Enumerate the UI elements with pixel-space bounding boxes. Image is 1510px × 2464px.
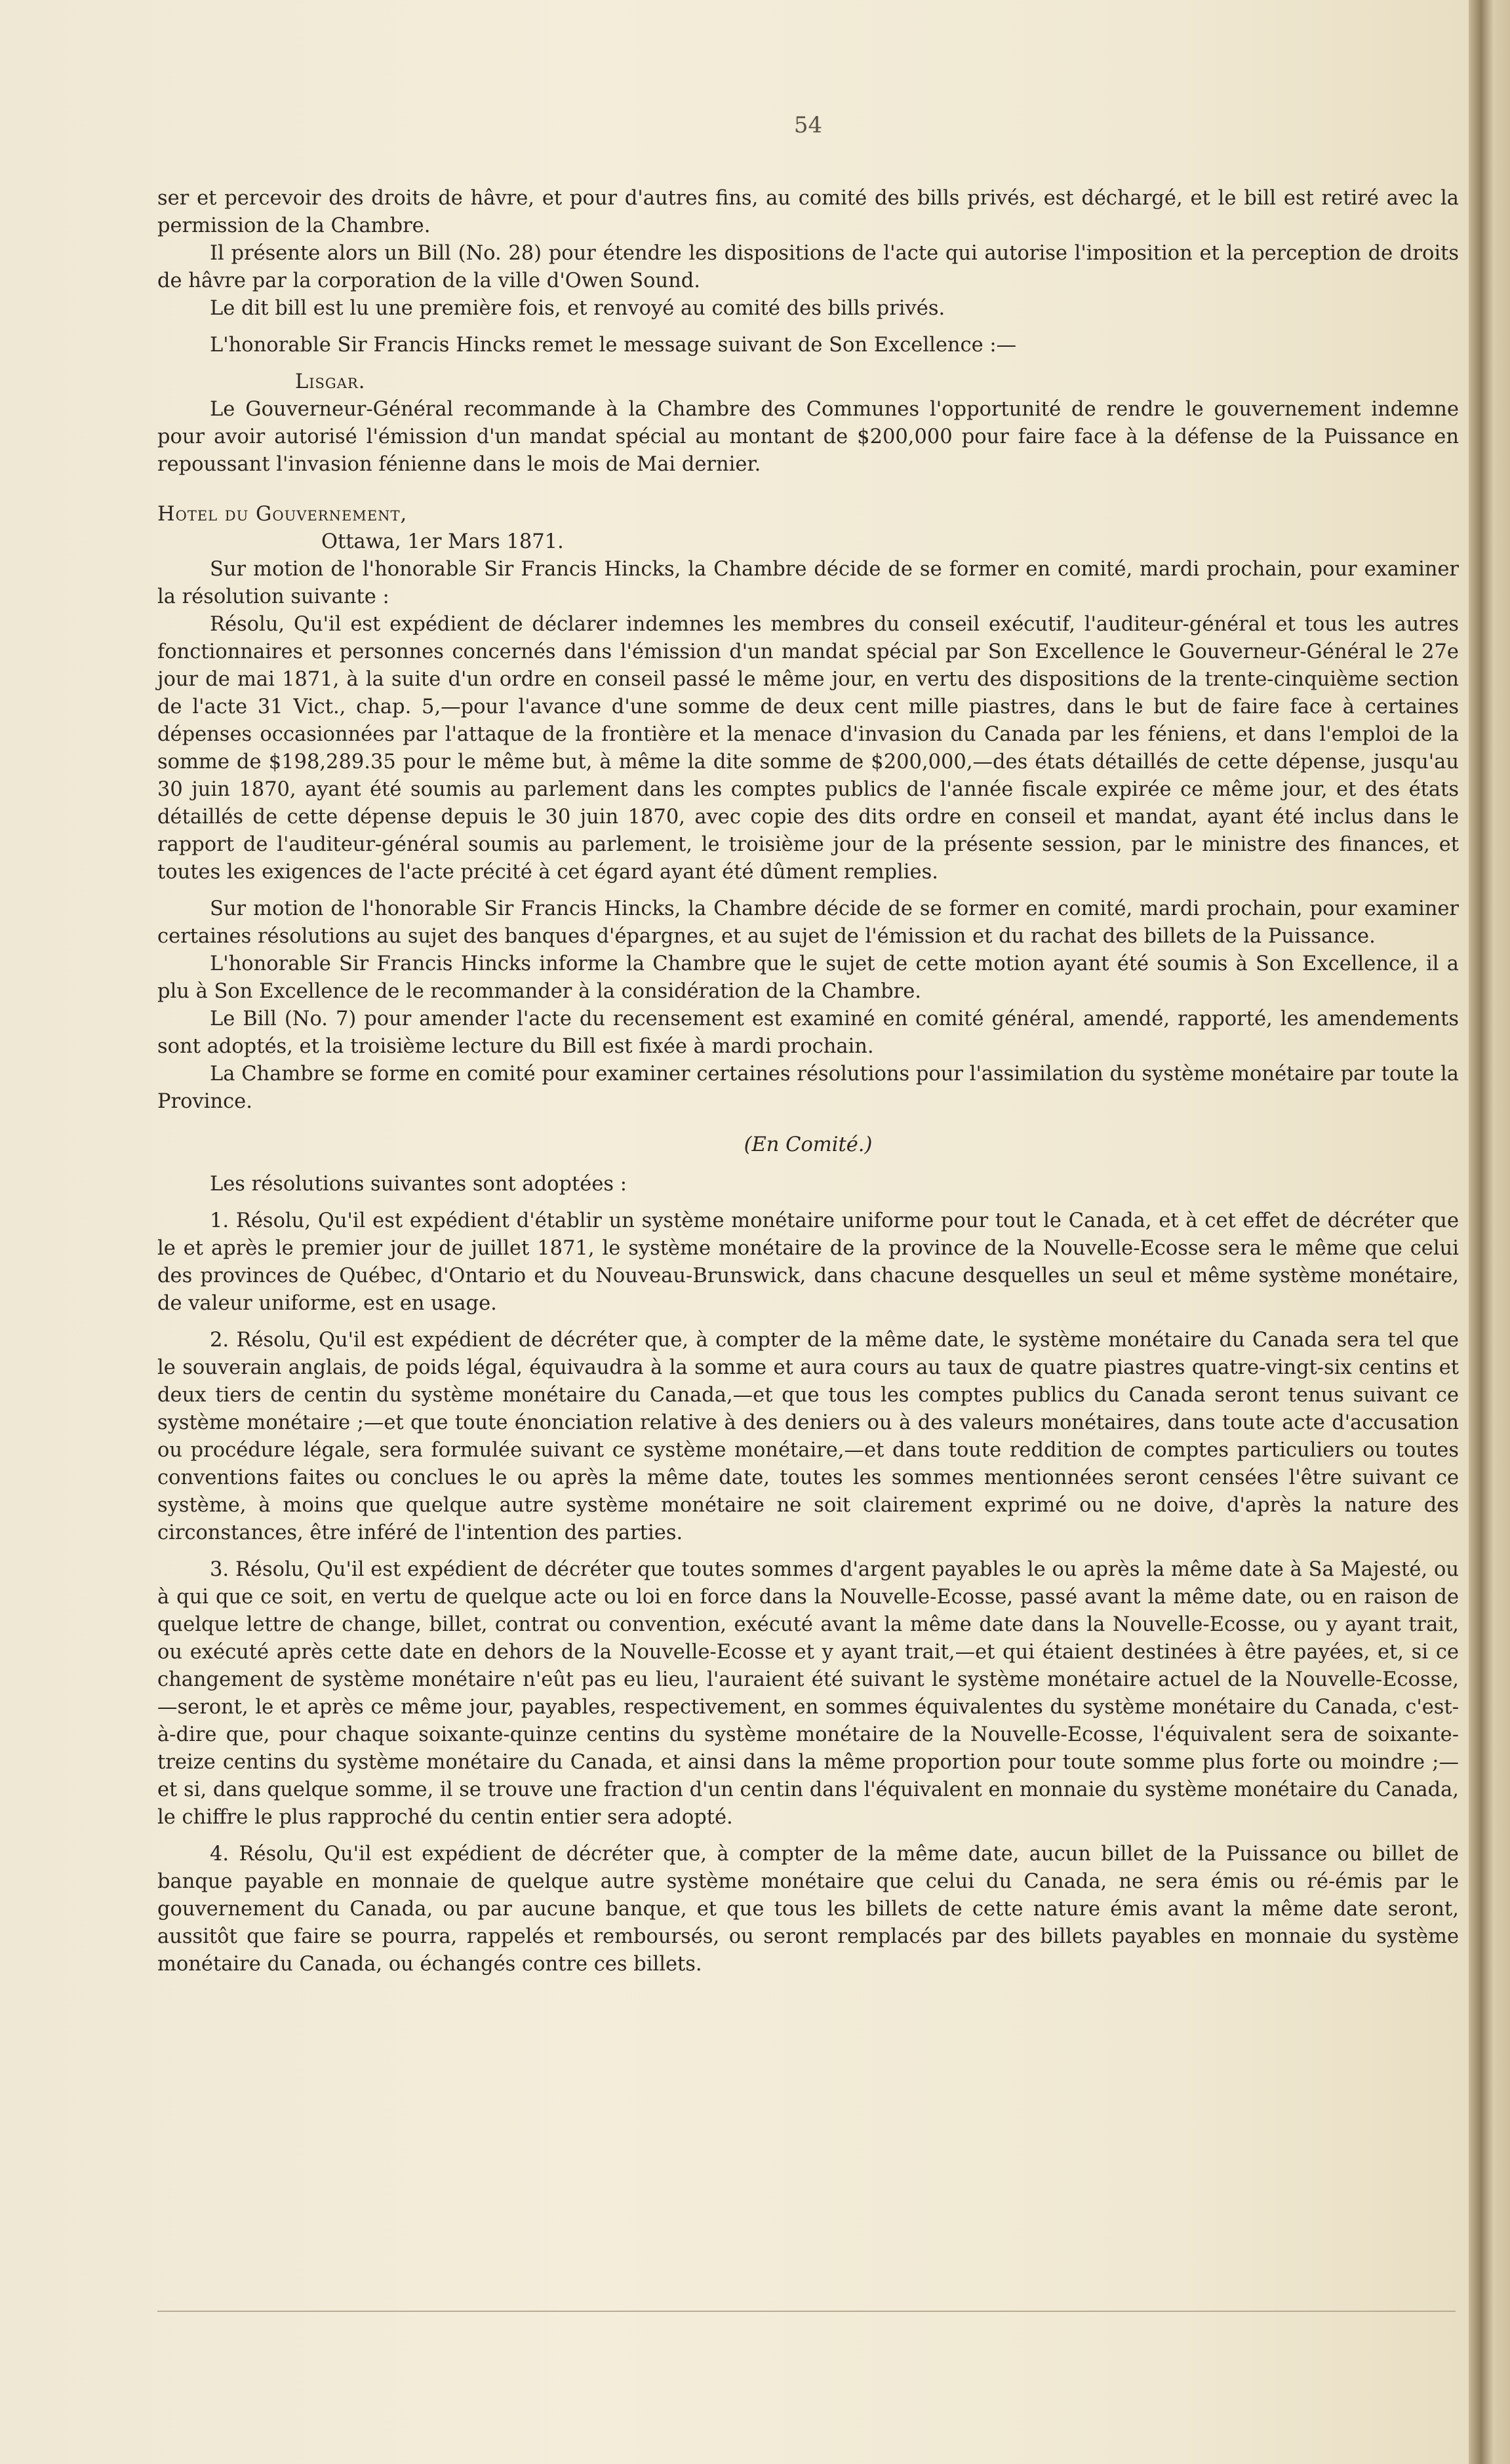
resolution-1: 1. Résolu, Qu'il est expédient d'établir un système monétaire uniforme pour tout le Canada, et à cet effet de décréter que le et après le premier jour de juillet 1871, le système monétaire de la province de la Nouvelle-Ecosse sera le même que celui des provinces de Québec, d'Ontario et du Nouveau-Brunswick, dans chacune desquelles un seul et même système monétaire, de valeur uniforme, est en usage.	[157, 1209, 1459, 1315]
paragraph-4: L'honorable Sir Francis Hincks remet le message suivant de Son Excellence :—	[210, 334, 1017, 357]
paragraph-resolution: Résolu, Qu'il est expédient de déclarer indemnes les membres du conseil exécutif, l'auditeur-général et tous les autres fonctionnaires et personnes concernés dans l'émission d'un mandat spécial par Son Excellence le Gouverneur-Général le 27e jour de mai 1871, à la suite d'un ordre en conseil passé le même jour, en vertu des dispositions de la trente-cinquième section de l'acte 31 Vict., chap. 5,—pour l'avance d'une somme de deux cent mille piastres, dans le but de faire face à certaines dépenses occasionnées par l'attaque de la frontière et la menace d'invasion du Canada par les féniens, et dans l'emploi de la somme de $198,289.35 pour le même but, à même la dite somme de $200,000,—des états détaillés de cette dépense, jusqu'au 30 juin 1870, ayant été soumis au parlement dans les comptes publics de l'année fiscale expirée ce même jour, et des états détaillés de cette dépense depuis le 30 juin 1870, avec copie des dits ordre en conseil et mandat, ayant été inclus dans le rapport de l'auditeur-général soumis au parlement, le troisième jour de la présente session, par le ministre des finances, et toutes les exigences de l'acte précité à cet égard ayant été dûment remplies.	[157, 613, 1459, 884]
resolution-2: 2. Résolu, Qu'il est expédient de décréter que, à compter de la même date, le système monétaire du Canada sera tel que le souverain anglais, de poids légal, équivaudra à la somme et aura cours au taux de quatre piastres quatre-vingt-six centins et deux tiers de centin du système monétaire du Canada,—et que tous les comptes publics du Canada seront tenus suivant ce système monétaire ;—et que toute énonciation relative à des deniers ou à des valeurs monétaires, dans toute acte d'accusation ou procédure légale, sera formulée suivant ce système monétaire,—et dans toute reddition de comptes particuliers ou toutes conventions faites ou conclues le ou après la même date, toutes les sommes mentionnées seront censées l'être suivant ce système, à moins que quelque autre système monétaire ne soit clairement exprimé ou ne doive, d'après la nature des circonstances, être inféré de l'intention des parties.	[157, 1329, 1459, 1544]
paragraph-9: La Chambre se forme en comité pour examiner certaines résolutions pour l'assimilation du système monétaire par toute la Province.	[157, 1063, 1459, 1113]
paragraph-7: L'honorable Sir Francis Hincks informe la Chambre que le sujet de cette motion ayant été soumis à Son Excellence, il a plu à Son Excellence de le recommander à la considération de la Chambre.	[157, 952, 1459, 1003]
date-line: Ottawa, 1er Mars 1871.	[321, 530, 564, 553]
page-binding-edge	[1469, 0, 1510, 2464]
heading-hotel: Hotel du Gouvernement,	[157, 503, 408, 526]
page-number: 54	[793, 112, 823, 138]
paragraph-1: ser et percevoir des droits de hâvre, et pour d'autres fins, au comité des bills privés, est déchargé, et le bill est retiré avec la permission de la Chambre.	[157, 187, 1459, 237]
paragraph-8: Le Bill (No. 7) pour amender l'acte du recensement est examiné en comité général, amendé, rapporté, les amendements sont adoptés, et la troisième lecture du Bill est fixée à mardi prochain.	[157, 1007, 1459, 1058]
bottom-rule	[157, 2311, 1456, 2312]
section-heading: (En Comité.)	[744, 1133, 873, 1156]
paragraph-message: Le Gouverneur-Général recommande à la Chambre des Communes l'opportunité de rendre le gouvernement indemne pour avoir autorisé l'émission d'un mandat spécial au montant de $200,000 pour faire face à la défense de la Puissance en repoussant l'invasion fénienne dans le mois de Mai dernier.	[157, 398, 1459, 476]
paragraph-3: Le dit bill est lu une première fois, et renvoyé au comité des bills privés.	[210, 297, 945, 320]
signature-lisgar: Lisgar.	[295, 370, 366, 393]
page-content	[157, 111, 1459, 1978]
resolution-4: 4. Résolu, Qu'il est expédient de décréter que, à compter de la même date, aucun billet de la Puissance ou billet de banque payable en monnaie de quelque autre système monétaire que celui du Canada, ne sera émis ou ré-émis par le gouvernement du Canada, ou par aucune banque, et que tous les billets de cette nature émis avant la même date seront, aussitôt que faire se pourra, rappelés et remboursés, ou seront remplacés par des billets payables en monnaie du système monétaire du Canada, ou échangés contre ces billets.	[157, 1843, 1459, 1976]
paragraph-6: Sur motion de l'honorable Sir Francis Hincks, la Chambre décide de se former en comité, mardi prochain, pour examiner certaines résolutions au sujet des banques d'épargnes, et au sujet de l'émission et du rachat des billets de la Puissance.	[157, 897, 1459, 948]
paragraph-2: Il présente alors un Bill (No. 28) pour étendre les dispositions de l'acte qui autorise l'imposition et la perception de droits de hâvre par la corporation de la ville d'Owen Sound.	[157, 242, 1459, 292]
paragraph-10: Les résolutions suivantes sont adoptées :	[210, 1173, 627, 1196]
paragraph-5: Sur motion de l'honorable Sir Francis Hincks, la Chambre décide de se former en comité, mardi prochain, pour examiner la résolution suivante :	[157, 558, 1459, 608]
resolution-3: 3. Résolu, Qu'il est expédient de décréter que toutes sommes d'argent payables le ou après la même date à Sa Majesté, ou à qui que ce soit, en vertu de quelque acte ou loi en force dans la Nouvelle-Ecosse, passé avant la même date, ou en raison de quelque lettre de change, billet, contrat ou convention, exécuté avant la même date dans la Nouvelle-Ecosse, ou y ayant trait, ou exécuté après cette date en dehors de la Nouvelle-Ecosse et y ayant trait,—et qui étaient destinées à être payées, et, si ce changement de système monétaire n'eût pas eu lieu, l'auraient été suivant le système monétaire actuel de la Nouvelle-Ecosse,—seront, le et après ce même jour, payables, respectivement, en sommes équivalentes du système monétaire du Canada, c'est-à-dire que, pour chaque soixante-quinze centins du système monétaire de la Nouvelle-Ecosse, l'équivalent sera de soixante-treize centins du système monétaire du Canada, et ainsi dans la même proportion pour toute somme plus forte ou moindre ;—et si, dans quelque somme, il se trouve une fraction d'un centin dans l'équivalent en monnaie du système monétaire du Canada, le chiffre le plus rapproché du centin entier sera adopté.	[157, 1558, 1459, 1829]
